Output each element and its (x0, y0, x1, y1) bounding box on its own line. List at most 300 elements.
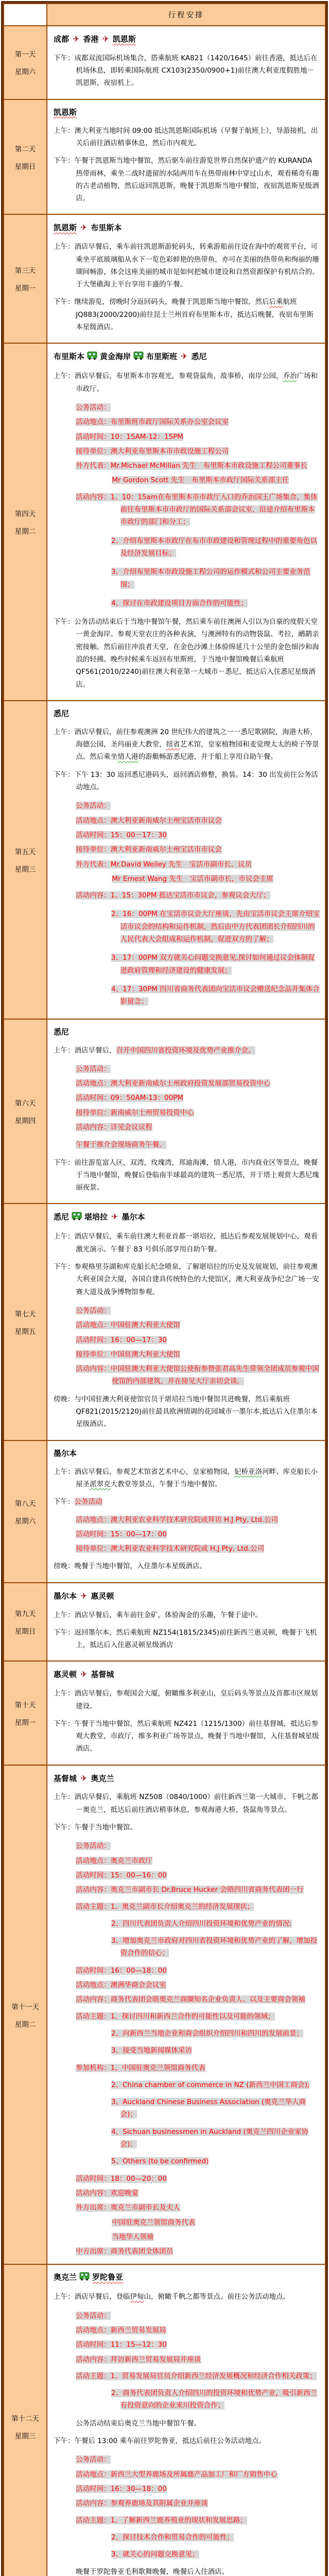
itinerary-paragraph (54, 2291, 320, 2303)
body-text: 妃桥亚洛 (234, 1467, 262, 1476)
highlighted-red-text: 2、四川代表团负责人介绍四川投资环境和优势产业的情况: (111, 1919, 292, 1928)
highlighted-red-text: Mr Gordon Scott 先生 布里斯本市政厅国际关系部主任 (112, 476, 289, 485)
body-text: 山，俯瞰千帆之都等景点。前往公务活动地点。 (144, 2293, 290, 2301)
business-activity-line (54, 2453, 320, 2466)
highlighted-red-text: 活动内容：详见会议议程 (76, 1123, 152, 1131)
highlighted-red-text: 公务活动： (76, 1064, 111, 1073)
itinerary-paragraph (54, 1466, 320, 1491)
body-text: 晚餐于罗陀鲁亚毛利歌舞晚餐，晚餐后入住酒店。 (76, 2568, 229, 2576)
highlighted-red-text: 活动主题：1、贸易发展局官员介绍新西兰经济发展概况和经济合作相关政策； (76, 2371, 317, 2380)
highlighted-red-text: 3、Auckland Chinese Business Association (奥克兰华人商会)； (111, 2098, 306, 2119)
business-activity-line (54, 1993, 320, 2006)
highlighted-red-text: 3、接受当地新闻媒体采访 (111, 2046, 193, 2055)
body-text: 晚餐于当地中餐馆，入住墨尔本星级酒店。 (74, 1562, 206, 1571)
highlighted-red-text: 4、Sichuan businessmen in Auckland (奥克兰四川企业家协会)； (111, 2127, 309, 2149)
day-content-cell (47, 1583, 325, 1662)
highlighted-red-text: 外方出席：奥克兰市副市长及夫人 (76, 2204, 180, 2212)
weekday-label: 星期日 (14, 162, 36, 171)
body-text: 酒店早餐后，登临 (74, 2293, 130, 2301)
business-activity-line (54, 401, 320, 414)
day-cell (4, 2264, 47, 2576)
route-header (54, 1210, 320, 1225)
business-activity-line (54, 2079, 320, 2091)
highlighted-red-text: 活动内容：欢迎晚宴 (76, 2189, 138, 2197)
business-activity-line (54, 2338, 320, 2351)
business-activity-line (54, 1869, 320, 1882)
plane-icon: ✈ (102, 34, 109, 44)
day-cell (4, 99, 47, 215)
business-activity-line (54, 2096, 320, 2121)
route-header (54, 32, 320, 47)
body-text: 继续游览，傍晚时分返回码头，晚餐于凯恩斯当地中餐馆，然后 (74, 298, 269, 307)
business-activity-line (54, 1496, 320, 1508)
itinerary-paragraph (54, 1718, 320, 1755)
route-city: 惠灵顿 (91, 1591, 114, 1601)
route-city: 悉尼 (54, 1027, 70, 1037)
body-text: 下午： (54, 1498, 75, 1506)
highlighted-red-text: 活动内容：奥克兰市副市长 Dr.Bruce Hucker 会晤四川省商务代表团一行 (76, 1886, 304, 1894)
body-text: 上午： (54, 1467, 75, 1476)
highlighted-red-text: 2、China chamber of commerce in NZ (新西兰中国工商会); (111, 2080, 310, 2089)
itinerary-paragraph (54, 52, 320, 90)
highlighted-red-text: 中国驻奥克兰领馆商务代表 (112, 2218, 196, 2227)
weekday-label: 星期二 (14, 2020, 36, 2029)
route-header (54, 221, 320, 235)
highlighted-red-text: 活动内容：拜访新西兰贸易发展局并座谈 (76, 2355, 201, 2364)
route-city: 墨尔本 (54, 1448, 77, 1458)
highlighted-red-text: Mr Ernest Wang 先生 宝活市副市长，市议会主席 (112, 874, 273, 883)
highlighted-red-text: 召开中国四川省投资环境及优势产业推介会。 (116, 1046, 255, 1055)
business-activity-line (54, 2387, 320, 2412)
highlighted-red-text: 活动内容：参观养鹿场及其附属企业并座谈 (76, 2499, 208, 2508)
plane-icon: ✈ (181, 351, 188, 362)
day-cell (4, 26, 47, 99)
route-city: 堪培拉 (84, 1212, 108, 1222)
route-city: 黄金海岸 (100, 352, 131, 362)
itinerary-paragraph (54, 370, 320, 395)
plane-icon: ✈ (80, 1669, 88, 1680)
business-activity-line (54, 416, 320, 428)
body-text: 上午： (54, 2293, 75, 2301)
highlighted-red-text: 活动内容：1、15：30PM 抵达宝活市市议会，参观议会大厅； (76, 891, 270, 900)
body-text: 下午： (54, 1823, 75, 1832)
itinerary-paragraph (54, 616, 320, 691)
business-activity-line (54, 566, 320, 591)
day-number-label: 第五天 (14, 848, 36, 856)
highlighted-red-text: 2、探讨技术合作和贸易合作的可能性； (111, 2533, 234, 2541)
body-text: 下午： (54, 618, 75, 626)
business-activity-line (54, 1884, 320, 1896)
highlighted-red-text: 活动地点：澳大利亚新南威尔士州宝活市市议会 (76, 816, 222, 825)
business-activity-line (54, 1964, 320, 1977)
highlighted-red-text: 接待单位：澳大利亚农业科学技术研究院或 H.J Pty, Ltd.公司 (76, 1545, 265, 1553)
business-activity-line (54, 889, 320, 902)
highlighted-red-text: 活动时间：15：00－17：30 (76, 831, 167, 839)
body-text: 酒店早餐后，乘车前往凯恩斯游轮码头，转乘游船前往设在海中的观赏平台，可乘坐平底玻璃船从水下一览色彩鲜艳的热带鱼，亦可在美丽的热带鱼和绚丽的珊瑚间畅游，体会这座美丽的城市是如何把城市建设和自然资源保护有机结合的。于大堡礁海上平台享用丰盛的午餐。 (74, 243, 319, 289)
body-text: 上午： (54, 727, 75, 736)
weekday-label: 星期日 (14, 1628, 36, 1636)
header-corner-cell (4, 4, 47, 26)
business-activity-line (54, 1334, 320, 1346)
body-text: 后乘 (269, 298, 283, 307)
day-number-label: 第八天 (14, 1499, 36, 1508)
day-number-label: 第十一天 (11, 2003, 39, 2011)
business-activity-line (54, 2468, 320, 2481)
body-text: 返回墨尔本，然后乘航班 NZ154(1815/2345)前往新西兰惠灵顿，晚餐于飞机上，抵达后入住惠灵顿星级酒店 (74, 1628, 317, 1650)
business-activity-line (54, 460, 320, 472)
body-text: 午餐于凯恩斯当地中餐馆，然后驱车前往游览世界自然保护遗产的 KURANDA 热带雨林，乘坐二战时遗留的水陆两用车在热带雨林中穿过山水，观看稀奇有趣的古老动植物，然后返回凯恩斯，晚餐于凯恩斯当地中餐馆，夜宿凯恩斯星级酒店。 (74, 157, 319, 203)
body-text: 上午： (54, 1046, 75, 1055)
body-text: 公务活动结束后于当地中餐馆午餐，然后乘车前往澳洲人引以为自豪的度假天堂一黄金海岸。参观天堂农庄的各种表演，与澳洲特有的动物袋鼠、考拉，鸸鹋亲密接触。然后前往冲浪者天堂，在金色沙滩上体验绵延几十公里的金色细沙和海浪的轻拂。晚些时候乘车返回布里斯班，于当地中餐馆晚餐后乘航班 QF561(2010/2240)前往澳大利亚第一大城市－悉尼，抵达后入住悉尼星级酒店。 (74, 618, 319, 689)
itinerary-paragraph (54, 769, 320, 794)
highlighted-red-text: 活动时间：15：00—17：00 (76, 1530, 167, 1538)
body-text: 上午： (54, 372, 75, 381)
route-city: 悉尼 (191, 352, 207, 362)
highlighted-red-text: 活动时间：16：00—17：30 (76, 1335, 167, 1344)
business-activity-line (54, 1304, 320, 1317)
highlighted-red-text: 接待单位：新南威尔士州贸易投资中心 (76, 1108, 194, 1117)
business-activity-line (54, 2173, 320, 2185)
itinerary-day-row (4, 99, 325, 215)
weekday-label: 星期四 (14, 1117, 36, 1125)
business-activity-line (54, 2155, 320, 2167)
business-activity-line (54, 1901, 320, 1913)
body-text: 下午： (54, 1158, 75, 1167)
day-content-cell (47, 1204, 325, 1440)
itinerary-paragraph (54, 726, 320, 764)
route-city: 墨尔本 (54, 1591, 77, 1601)
business-activity-line (54, 2216, 320, 2229)
highlighted-red-text: 2、商务代表团负责人介绍四川的投资环境和优势产业，吸引新西兰有投资意向的企业来川投资合作； (111, 2389, 318, 2410)
day-content-cell (47, 1661, 325, 1765)
body-text: 下午： (54, 157, 75, 165)
highlighted-red-text: 活动地点：新西兰大型养鹿场及所属鹿产品加工厂和厂方销售中心 (76, 2470, 278, 2479)
itinerary-paragraph (54, 241, 320, 291)
business-activity-line (54, 858, 320, 871)
body-text: 上午： (54, 243, 75, 251)
body-text: 上午： (54, 1232, 75, 1241)
body-text: 酒店早餐后，前往参观澳洲 20 世纪伟大的建筑之一一悉尼歌剧院，海港大桥，海德公园，圣玛丽亚大教堂， (74, 727, 317, 749)
business-activity-line (54, 2531, 320, 2544)
highlighted-red-text: 活动内容：商务代表团会晤奥克兰商圈知名企业负责人、以及主要商会领袖 (76, 1995, 305, 2004)
route-header (54, 1025, 320, 1039)
business-activity-line (54, 2231, 320, 2243)
business-activity-line (54, 983, 320, 1008)
body-text: 澳大利亚当地时间 09:00 抵达凯恩斯国际机场（早餐于航班上），导游接机，出关后前往酒店稍事休息，然后市内观光。 (74, 126, 318, 147)
business-activity-line (54, 2370, 320, 2382)
body-text: 下午 13：30 返回悉尼港码头，返回酒店修整，换装。14：30 出发前往公务活动地点。 (74, 770, 318, 792)
route-city: 惠灵顿 (54, 1670, 77, 1680)
highlighted-red-text: 活动地点：奥克兰市政厅 (76, 1856, 152, 1865)
highlighted-red-text: 5、Others (to be confirmed) (111, 2157, 209, 2166)
itinerary-day-row (4, 1440, 325, 1583)
itinerary-day-row (4, 1765, 325, 2265)
body-text: 航班 JQ883(2000/2200)前往昆士兰州首府布里斯本市，抵达后晚餐，夜宿布里斯本星级酒店。 (76, 298, 314, 332)
highlighted-red-text: 活动时间：16：00—18：00 (76, 1966, 167, 1975)
business-activity-line (54, 952, 320, 977)
highlighted-red-text: 活动地点：澳大利亚农业科学技术研究院或拜访 H.J Pty, Ltd.公司 (76, 1515, 279, 1524)
body-text: 上午： (54, 1611, 75, 1619)
body-text: 乔治 (283, 372, 297, 381)
route-city: 奥克兰 (91, 1773, 114, 1783)
plane-icon: ✈ (73, 34, 80, 44)
highlighted-red-text: 公务活动： (76, 403, 111, 412)
highlighted-red-text: 活动主题：1、奥克兰副市长介绍奥克兰的经济发展现状； (76, 1902, 254, 1911)
day-content-cell (47, 701, 325, 1019)
itinerary-paragraph (54, 296, 320, 333)
body-text: 傍晚： (54, 1562, 75, 1571)
itinerary-paragraph (54, 125, 320, 150)
highlighted-red-text: 中方出席：商务代表团全体团员 (76, 2247, 174, 2256)
itinerary-body (4, 26, 325, 2576)
highlighted-red-text: 活动主题：1、探讨四川和新西兰合作的可能性以及可能的领域； (76, 2012, 275, 2021)
highlighted-red-text: 4、17：30PM 四川省商务代表团向宝活市议会赠送纪念品并集体合影留念； (111, 985, 320, 1006)
highlighted-red-text: 接待单位：澳大利亚新南威尔士州宝活市市议会 (76, 845, 222, 854)
business-activity-line (54, 815, 320, 827)
highlighted-red-text: 2、向新西兰当地企业和商会组织介绍四川和四川的发展前景； (111, 2029, 304, 2038)
itinerary-paragraph (54, 1687, 320, 1713)
day-number-label: 第三天 (14, 267, 36, 276)
body-text: 艺术馆，皇家植物园和麦觉理太太的椅子等景点。然后乘坐 (76, 740, 319, 761)
body-text: 的游艇畅游悉尼港，并于船上享用自助午餐。 (138, 753, 278, 761)
business-activity-line (54, 1139, 320, 1151)
highlighted-red-text: 活动时间：15：00—16：00 (76, 1871, 167, 1879)
day-content-cell (47, 1019, 325, 1204)
itinerary-day-row (4, 214, 325, 343)
highlighted-red-text: 外方代表：Mr.Michael McMillan 先生 布里斯本市政设施工程公司董事长 (76, 462, 308, 470)
itinerary-paragraph (54, 2435, 320, 2447)
business-activity-line (54, 2353, 320, 2366)
highlighted-red-text: 活动内容：1、10：15am在布里斯本市市政厅入口的乔治国王广场集合，集体前往布里斯本市市政厅的国际关系部会议室，沿途介绍布里斯本市政厅的部门和分工； (76, 493, 318, 527)
business-activity-line (54, 597, 320, 609)
day-cell (4, 1440, 47, 1583)
itinerary-day-row (4, 1204, 325, 1440)
business-activity-line (54, 2062, 320, 2074)
body-text: 酒店早餐后，参观国会大厦，俯瞰维多利亚山，皇后码头等景点及首都市区规划建设。 (74, 1689, 318, 1710)
business-activity-line (54, 1363, 320, 1388)
business-activity-line (54, 2201, 320, 2214)
bus-icon (72, 1211, 82, 1225)
business-activity-line (54, 491, 320, 529)
day-content-cell (47, 214, 325, 343)
business-activity-line (54, 2310, 320, 2322)
business-activity-line (54, 1935, 320, 1960)
route-city: 悉尼 (54, 708, 70, 718)
bus-icon (79, 2272, 90, 2285)
body-text: 与中国驻澳大利亚使馆官员于堪培拉当地中餐馆共进晚餐，然后乘航班 QF821(2015/2120)前往最具欧洲情调的花园城市一墨尔本,抵达后入住墨尔本星级酒店。 (74, 1395, 318, 1429)
itinerary-table-frame (1, 1, 328, 2576)
body-text: 上午： (54, 126, 75, 135)
body-text: 下午： (54, 1628, 75, 1637)
weekday-label: 星期六 (14, 68, 36, 77)
day-content-cell (47, 343, 325, 701)
itinerary-day-row (4, 1019, 325, 1204)
route-header (54, 2270, 320, 2285)
body-text: 下午： (54, 2437, 75, 2446)
weekday-label: 星期三 (14, 2432, 36, 2441)
body-text: 酒店早餐后，乘航班 NZ508（0840/1000）前往新西兰第一大城市、千帆之都－奥克兰，抵达后前往酒店稍事休息，参观海港大桥，袋鼠角等景点。 (74, 1793, 319, 1814)
business-activity-line (54, 2044, 320, 2057)
business-activity-line (54, 2245, 320, 2258)
day-number-label: 第一天 (14, 50, 36, 59)
itinerary-table (3, 3, 326, 2576)
bus-icon (133, 351, 144, 365)
itinerary-paragraph (54, 1821, 320, 1834)
itinerary-paragraph (54, 155, 320, 205)
day-number-label: 第六天 (14, 1099, 36, 1108)
plane-icon: ✈ (111, 1212, 118, 1222)
body-text: 前往游览富人区，双湾，玫瑰湾，邦迪海滩，情人港，市内商业区等景点，晚餐于当地中餐馆，晚餐后登临南半球最高的建筑一悉尼塔，并于塔上观赏大悉尼瑰丽夜景。 (74, 1158, 319, 1192)
body-text: 河畔、库克船长小屋圣 (76, 1467, 318, 1488)
itinerary-paragraph (54, 1560, 320, 1572)
itinerary-paragraph (54, 1393, 320, 1431)
body-text: 广场和市政厅。 (76, 372, 318, 393)
day-cell (4, 343, 47, 701)
day-number-label: 第九天 (14, 1610, 36, 1619)
itinerary-day-row (4, 26, 325, 99)
body-text: 伊甸 (130, 2293, 144, 2301)
itinerary-day-row (4, 701, 325, 1019)
business-activity-line (54, 1092, 320, 1104)
highlighted-red-text: 3、就关心的问题交换意见； (111, 2550, 199, 2559)
route-city: 布里斯班 (146, 352, 178, 362)
highlighted-red-text: 活动地点：新西兰贸易发展局 (76, 2326, 166, 2334)
route-city: 奥克兰 (54, 2273, 77, 2282)
route-header (54, 707, 320, 721)
business-activity-line (54, 2483, 320, 2495)
weekday-label: 星期三 (14, 865, 36, 874)
day-number-label: 第十二天 (11, 2414, 39, 2423)
day-number-label: 第四天 (14, 510, 36, 519)
day-number-label: 第十天 (14, 1701, 36, 1710)
highlighted-red-text: 2、介绍布里斯本市政厅在布市市政建设和管理过程中的重要角色以及经济发展目标； (111, 536, 318, 557)
day-cell (4, 1019, 47, 1204)
plane-icon: ✈ (80, 1773, 88, 1783)
itinerary-paragraph (54, 1261, 320, 1298)
route-city: 基督城 (54, 1773, 77, 1783)
day-cell (4, 1765, 47, 2265)
highlighted-red-text: 当地华人领袖 (112, 2232, 154, 2241)
business-activity-line (54, 1979, 320, 1991)
highlighted-red-text: 公务活动： (76, 1842, 111, 1851)
route-city: 悉尼 (54, 1212, 70, 1222)
highlighted-red-text: 午餐于推介会现场商务午餐。 (76, 1141, 166, 1149)
highlighted-red-text: 3、17：00PM 双方就关心问题交换意见,探讨如何通过议会体制促进政府管理和经济建设的健康发展； (111, 954, 315, 975)
day-content-cell (47, 1765, 325, 2265)
route-header (54, 349, 320, 365)
highlighted-red-text: 活动时间：18：00—20：00 (76, 2174, 167, 2183)
route-city: 凯恩斯 (54, 107, 77, 117)
business-activity-line (54, 2010, 320, 2023)
itinerary-paragraph (54, 1626, 320, 1652)
day-cell (4, 701, 47, 1019)
body-text: 上午： (54, 1793, 75, 1802)
highlighted-red-text: 接待单位：澳大利亚布里斯本市市政设施工程公司 (76, 447, 229, 455)
itinerary-paragraph (54, 1157, 320, 1194)
day-cell (4, 214, 47, 343)
business-activity-line (54, 873, 320, 885)
body-text: 酒店早餐后， (74, 1046, 116, 1055)
day-cell (4, 1583, 47, 1662)
itinerary-day-row (4, 1661, 325, 1765)
body-text: 酒店早餐后，乘车前往金矿，体验淘金的乐趣，午餐于途中。 (74, 1611, 262, 1619)
highlighted-red-text: 活动地点：澳洲华商会会议室 (76, 1981, 166, 1990)
highlighted-red-text: 活动地点：澳大利亚新南威尔士州政府投资发展部贸易投资中心 (76, 1079, 271, 1088)
business-activity-line (54, 1348, 320, 1361)
itinerary-day-row (4, 343, 325, 701)
business-activity-line (54, 1918, 320, 1930)
body-text: 酒店早餐后，布里斯本市容观光，参观袋鼠角，故事桥，南岸公园， (74, 372, 283, 381)
itinerary-paragraph (54, 1230, 320, 1256)
business-activity-line (54, 1514, 320, 1526)
business-activity-line (54, 1319, 320, 1331)
plane-icon: ✈ (80, 1590, 88, 1601)
day-cell (4, 1204, 47, 1440)
day-number-label: 第七天 (14, 1310, 36, 1319)
route-city: 凯恩斯 (112, 35, 136, 44)
bus-icon (87, 351, 97, 365)
route-city: 布里斯本 (54, 352, 85, 362)
highlighted-red-text: 活动地点：布里斯班市政厅国际关系办公室会议室 (76, 418, 229, 427)
business-activity-line (54, 1107, 320, 1119)
body-text: 酒店早餐后，参观艺术馆省艺术中心，皇家植物园， (74, 1467, 234, 1476)
highlighted-red-text: 4、探讨在市政建设项目方面合作的可能性； (111, 599, 248, 607)
business-activity-line (54, 1528, 320, 1540)
highlighted-red-text: 活动内容：中国驻澳大利亚大使馆公使衔参赞张君高先生带领全团成员参观中国使馆的内部建筑，并在接见大厅亲切会谈。 (76, 1365, 319, 1386)
body-text: 大教堂等景点，午餐于当地中餐馆。 (110, 1480, 222, 1488)
body-text: 成都双流国际机场集合，搭乘航班 KA821（1420/1645）前往香港，抵达后在机场休息，即转乘国际航班 CX103(2350/0900+1)前往澳大利亚度假胜地－凯恩斯，夜宿机上。 (74, 54, 318, 88)
business-activity-line (54, 2027, 320, 2040)
route-city: 凯恩斯 (54, 223, 77, 233)
highlighted-red-text: 公务活动： (76, 2311, 111, 2320)
route-header (54, 1447, 320, 1461)
highlighted-red-text: 公务活动： (76, 802, 111, 810)
header-row (4, 4, 325, 26)
business-activity-line (54, 474, 320, 486)
day-content-cell (47, 2264, 325, 2576)
business-activity-line (54, 800, 320, 812)
body-text: 下午： (54, 298, 75, 307)
route-city: 基督城 (91, 1670, 114, 1680)
highlighted-red-text: 公务活动： (76, 2455, 111, 2464)
business-activity-line (54, 843, 320, 856)
highlighted-red-text: 活动时间：11：15—12：30 (76, 2341, 167, 2349)
route-city: 香港 (83, 35, 99, 44)
highlighted-red-text: 活动主题：1、了解新西兰鹿养殖业的现状和发展思路； (76, 2516, 247, 2524)
itinerary-paragraph (54, 2417, 320, 2430)
business-activity-line (54, 1855, 320, 1867)
body-text: 下午： (54, 1263, 75, 1272)
highlighted-red-text: 活动时间：10：15AM-12：15PM (76, 432, 183, 441)
body-text: 上午： (54, 1689, 75, 1698)
body-text: 公务活动结束后奥克兰当地中餐馆午餐。 (76, 2419, 201, 2428)
body-text: 参观格里芬湖和库克船长纪念喷泉，了解堪培拉的历史及发展规划，前往参观澳大利亚国会大厦，各国自建具传统特色的大使馆区，澳大利亚战争纪念广场一安赛大道及战争博物馆参观。 (74, 1263, 319, 1296)
route-header (54, 1667, 320, 1682)
table-title: 行程安排 (47, 4, 325, 26)
body-text: 纽省 (166, 740, 180, 749)
body-text: 下午： (54, 1719, 75, 1728)
business-activity-line (54, 1044, 320, 1057)
weekday-label: 星期二 (14, 528, 36, 536)
business-activity-line (54, 2126, 320, 2151)
itinerary-day-row (4, 1583, 325, 1662)
business-activity-line (54, 2497, 320, 2510)
business-activity-line (54, 1077, 320, 1090)
weekday-label: 星期六 (14, 1517, 36, 1526)
itinerary-paragraph (54, 1791, 320, 1816)
highlighted-red-text: 参加机构：1、中国驻奥克兰领馆商务代表 (76, 2063, 205, 2072)
route-city: 罗陀鲁亚 (92, 2273, 124, 2282)
